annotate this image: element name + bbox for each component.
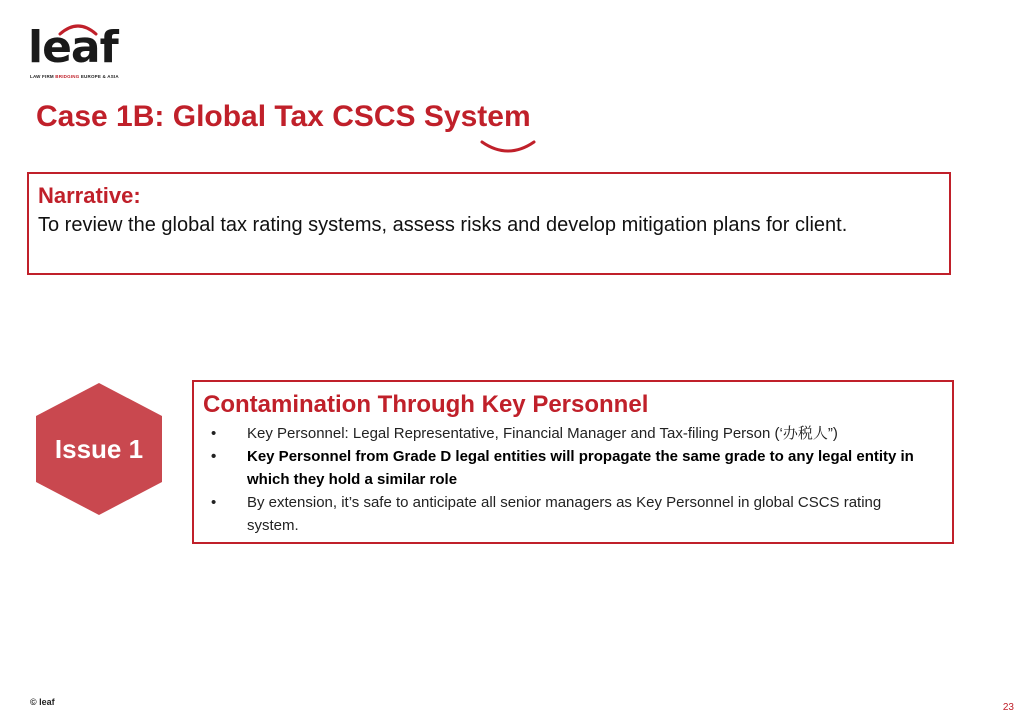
- bullet-icon: •: [211, 494, 217, 511]
- bullet-text: Key Personnel from Grade D legal entities will propagate the same grade to any legal entity in which they hold a similar role: [247, 448, 914, 488]
- narrative-text: To review the global tax rating systems, assess risks and develop mitigation plans for client.: [38, 214, 848, 236]
- list-item: [203, 445, 943, 491]
- issue-heading: Contamination Through Key Personnel: [203, 391, 649, 418]
- narrative-box: [27, 172, 951, 275]
- issue-badge-label: Issue 1: [54, 433, 144, 464]
- list-item: [203, 422, 943, 445]
- bullet-text: Key Personnel: Legal Representative, Financial Manager and Tax-filing Person (‘办税人”): [247, 425, 838, 442]
- page-title: Case 1B: Global Tax CSCS System: [36, 100, 531, 133]
- bullet-icon: •: [211, 425, 217, 442]
- bullet-icon: •: [211, 448, 217, 465]
- narrative-heading: Narrative:: [38, 183, 141, 208]
- bullet-text: By extension, it’s safe to anticipate all senior managers as Key Personnel in global CSCS rating system.: [247, 494, 882, 534]
- issue-box: [192, 380, 954, 544]
- logo-wordmark: leaf: [28, 22, 118, 73]
- page-number: 23: [1002, 702, 1014, 713]
- title-smile-arc-icon: [478, 138, 538, 154]
- issue-bullet-list: [203, 422, 943, 537]
- logo-tagline: LAW FIRM BRIDGING EUROPE & ASIA: [30, 74, 119, 79]
- leaf-logo: [28, 22, 128, 82]
- copyright-notice: © leaf: [30, 697, 55, 707]
- list-item: [203, 491, 943, 537]
